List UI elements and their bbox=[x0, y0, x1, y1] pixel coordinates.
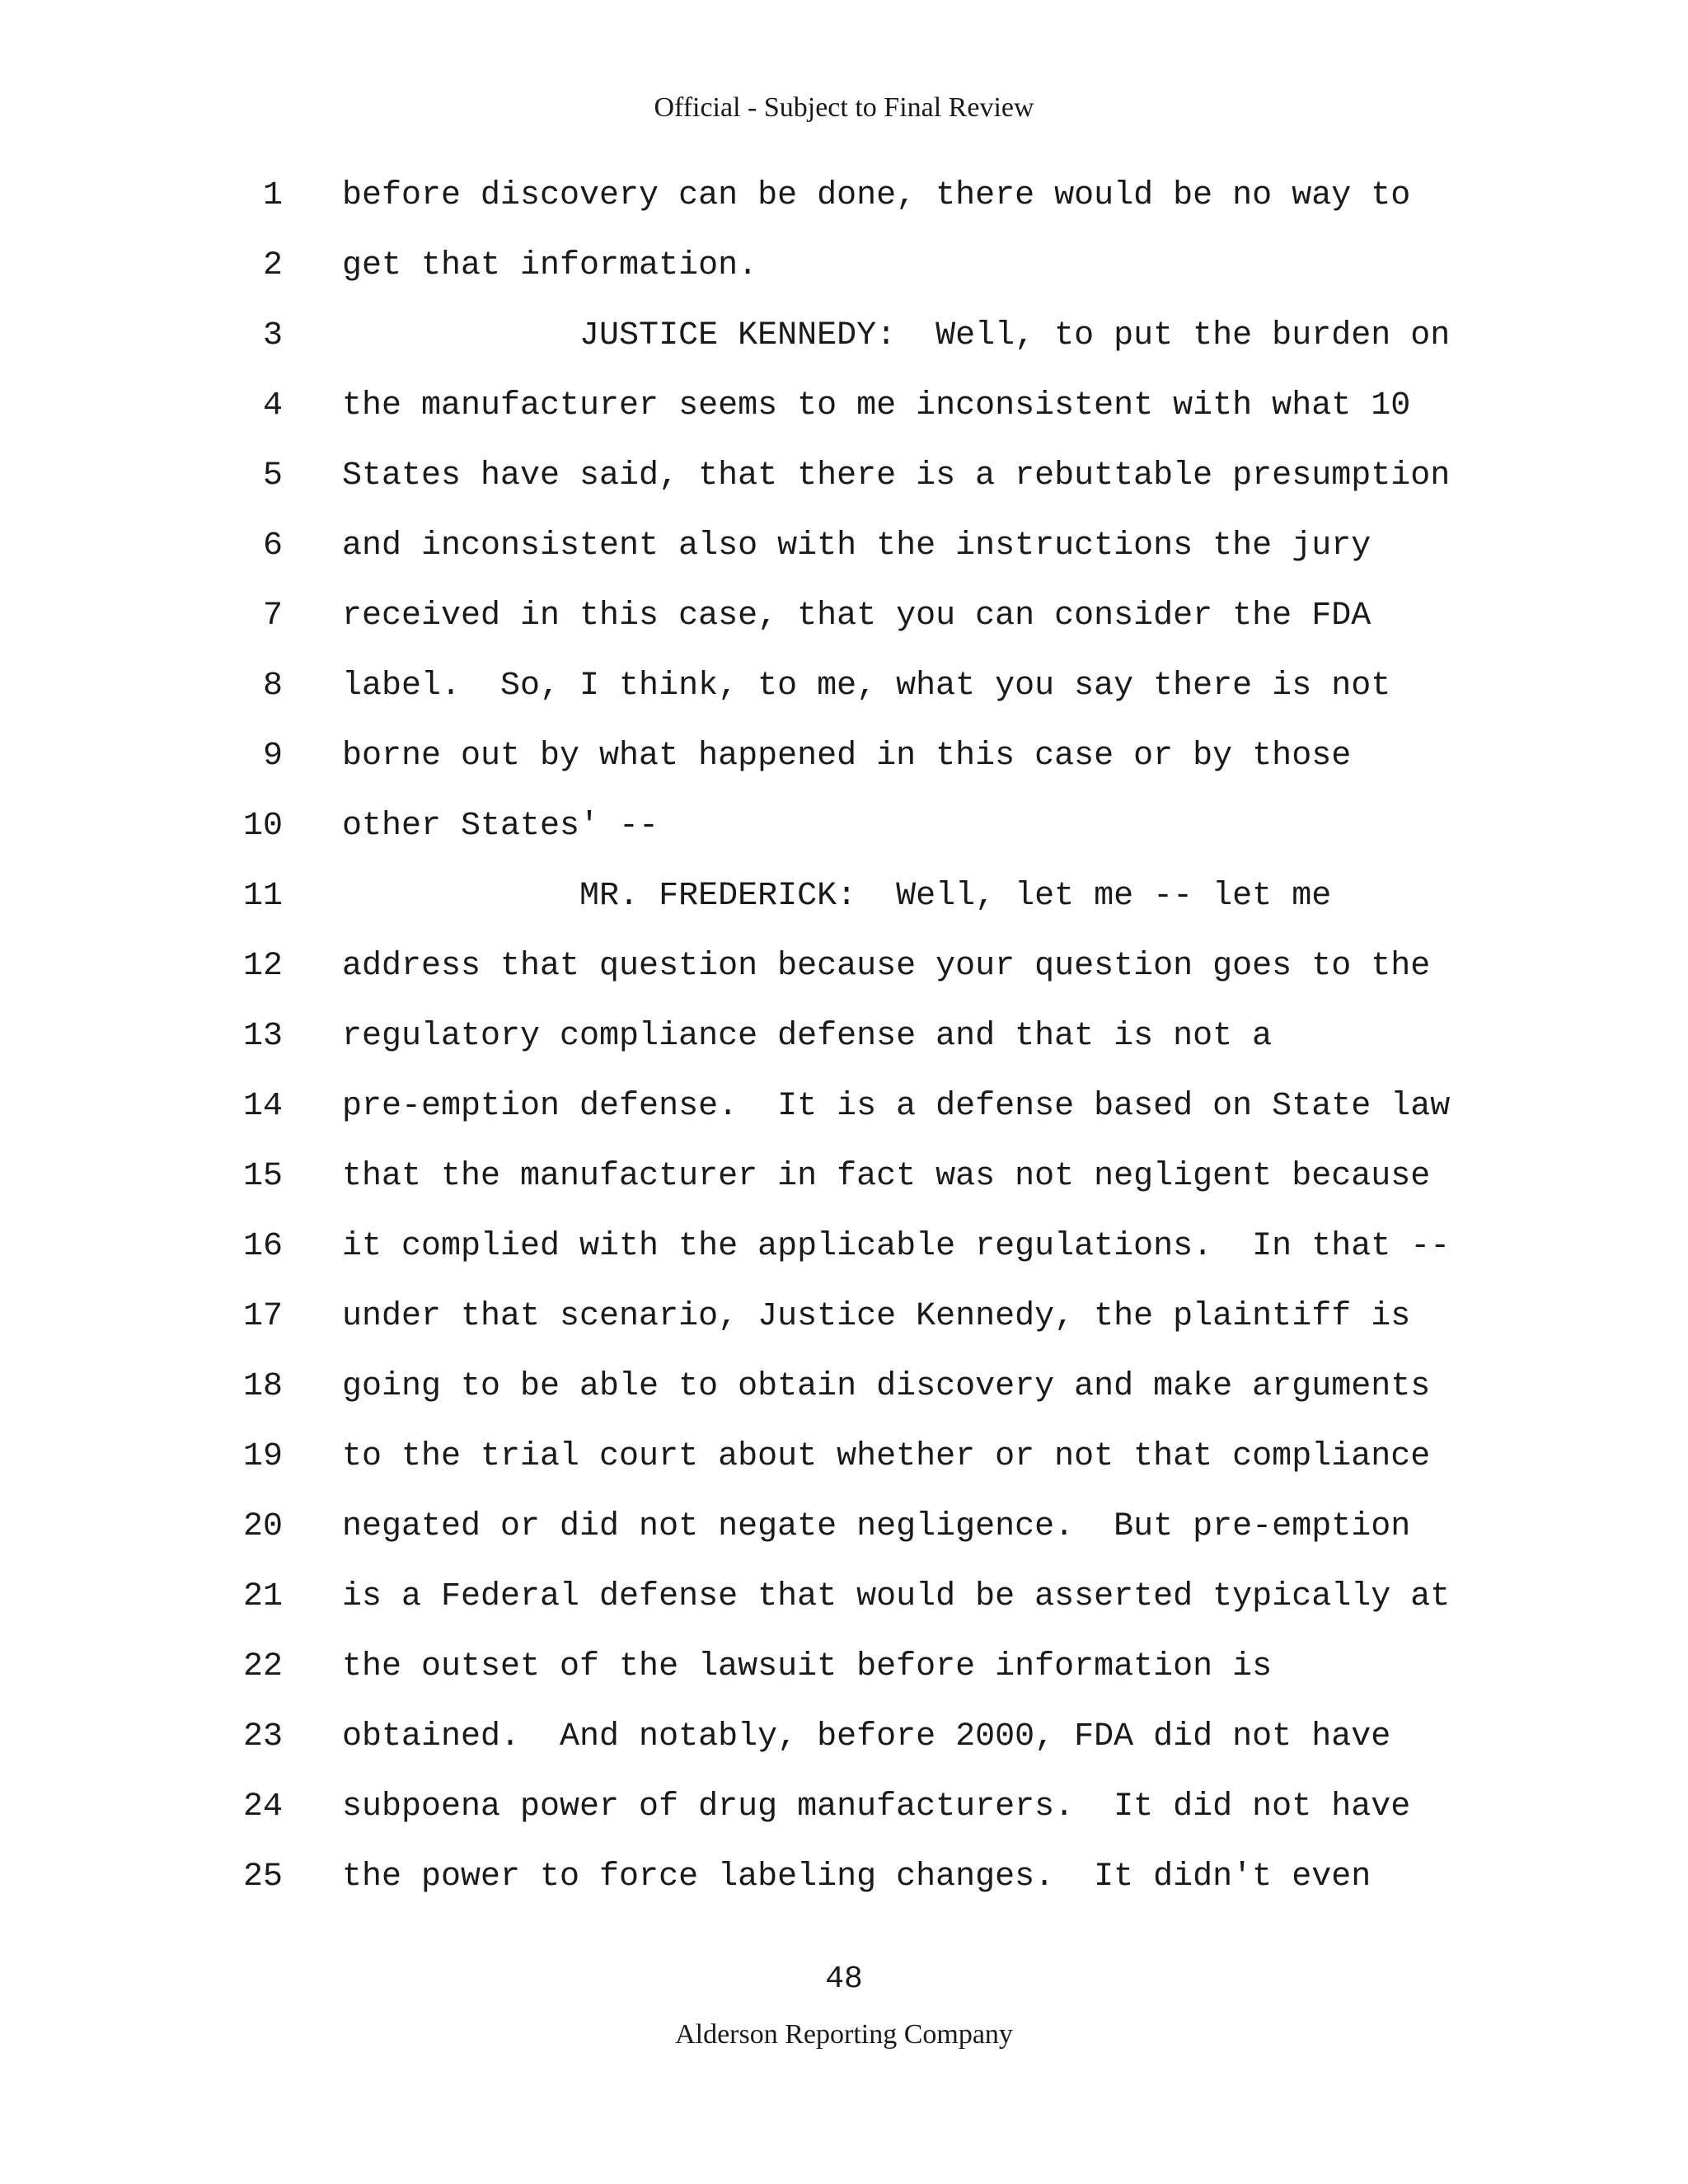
transcript-line bbox=[0, 1220, 1688, 1290]
transcript-line bbox=[0, 1500, 1688, 1570]
transcript-line bbox=[0, 1150, 1688, 1220]
transcript-line bbox=[0, 1080, 1688, 1150]
line-number: 9 bbox=[262, 738, 283, 775]
transcript-line bbox=[0, 799, 1688, 869]
line-text: regulatory compliance defense and that is not a bbox=[342, 1018, 1273, 1055]
line-number: 11 bbox=[242, 878, 283, 915]
line-text: obtained. And notably, before 2000, FDA did not have bbox=[342, 1718, 1391, 1755]
transcript-line bbox=[0, 1010, 1688, 1080]
line-text: pre-emption defense. It is a defense based on State law bbox=[342, 1088, 1451, 1125]
line-text: is a Federal defense that would be asserted typically at bbox=[342, 1578, 1451, 1615]
line-number: 3 bbox=[262, 317, 283, 354]
transcript-line bbox=[0, 869, 1688, 940]
line-number: 16 bbox=[242, 1228, 283, 1265]
transcript-line bbox=[0, 449, 1688, 519]
transcript-line bbox=[0, 659, 1688, 729]
transcript-line bbox=[0, 1360, 1688, 1430]
line-text: subpoena power of drug manufacturers. It did not have bbox=[342, 1788, 1411, 1825]
transcript-line bbox=[0, 1290, 1688, 1360]
page-footer: Alderson Reporting Company bbox=[675, 2019, 1013, 2050]
line-text: received in this case, that you can consider the FDA bbox=[342, 598, 1372, 635]
line-text: label. So, I think, to me, what you say there is not bbox=[342, 668, 1391, 705]
line-number: 24 bbox=[242, 1788, 283, 1825]
line-number: 12 bbox=[242, 948, 283, 985]
line-text: before discovery can be done, there would be no way to bbox=[342, 177, 1411, 214]
line-text: States have said, that there is a rebuttable presumption bbox=[342, 457, 1451, 494]
line-number: 25 bbox=[242, 1858, 283, 1896]
line-text: that the manufacturer in fact was not negligent because bbox=[342, 1158, 1431, 1195]
line-text: to the trial court about whether or not that compliance bbox=[342, 1438, 1431, 1475]
line-number: 21 bbox=[242, 1578, 283, 1615]
line-number: 22 bbox=[242, 1648, 283, 1685]
transcript-line bbox=[0, 1850, 1688, 1920]
line-number: 18 bbox=[242, 1368, 283, 1405]
line-number: 8 bbox=[262, 668, 283, 705]
line-number: 15 bbox=[242, 1158, 283, 1195]
line-text: address that question because your question goes to the bbox=[342, 948, 1431, 985]
line-text: it complied with the applicable regulations. In that -- bbox=[342, 1228, 1451, 1265]
transcript-line bbox=[0, 309, 1688, 379]
line-text: JUSTICE KENNEDY: Well, to put the burden on bbox=[342, 317, 1451, 354]
line-text: going to be able to obtain discovery and make arguments bbox=[342, 1368, 1431, 1405]
line-number: 4 bbox=[262, 387, 283, 424]
line-text: the manufacturer seems to me inconsistent with what 10 bbox=[342, 387, 1411, 424]
line-number: 20 bbox=[242, 1508, 283, 1545]
transcript-line bbox=[0, 940, 1688, 1010]
line-text: negated or did not negate negligence. But pre-emption bbox=[342, 1508, 1411, 1545]
line-text: the power to force labeling changes. It didn't even bbox=[342, 1858, 1372, 1896]
line-number: 19 bbox=[242, 1438, 283, 1475]
transcript-line bbox=[0, 519, 1688, 589]
transcript-line bbox=[0, 239, 1688, 309]
line-text: MR. FREDERICK: Well, let me -- let me bbox=[342, 878, 1332, 915]
page-header: Official - Subject to Final Review bbox=[654, 92, 1034, 123]
transcript-line bbox=[0, 1780, 1688, 1850]
transcript-line bbox=[0, 1640, 1688, 1710]
line-number: 23 bbox=[242, 1718, 283, 1755]
line-number: 14 bbox=[242, 1088, 283, 1125]
page-number: 48 bbox=[825, 1961, 863, 1997]
line-text: borne out by what happened in this case or by those bbox=[342, 738, 1352, 775]
transcript-line bbox=[0, 1570, 1688, 1640]
transcript-line bbox=[0, 169, 1688, 239]
line-text: the outset of the lawsuit before information is bbox=[342, 1648, 1273, 1685]
transcript-line bbox=[0, 729, 1688, 799]
line-number: 5 bbox=[262, 457, 283, 494]
line-number: 2 bbox=[262, 247, 283, 284]
line-text: and inconsistent also with the instructions the jury bbox=[342, 527, 1372, 565]
line-text: under that scenario, Justice Kennedy, the plaintiff is bbox=[342, 1298, 1411, 1335]
line-text: other States' -- bbox=[342, 808, 659, 845]
transcript-line bbox=[0, 1430, 1688, 1500]
transcript-line bbox=[0, 589, 1688, 659]
line-number: 1 bbox=[262, 177, 283, 214]
line-text: get that information. bbox=[342, 247, 758, 284]
line-number: 17 bbox=[242, 1298, 283, 1335]
line-number: 6 bbox=[262, 527, 283, 565]
transcript-line bbox=[0, 379, 1688, 449]
line-number: 7 bbox=[262, 598, 283, 635]
transcript-line bbox=[0, 1710, 1688, 1780]
line-number: 10 bbox=[242, 808, 283, 845]
line-number: 13 bbox=[242, 1018, 283, 1055]
